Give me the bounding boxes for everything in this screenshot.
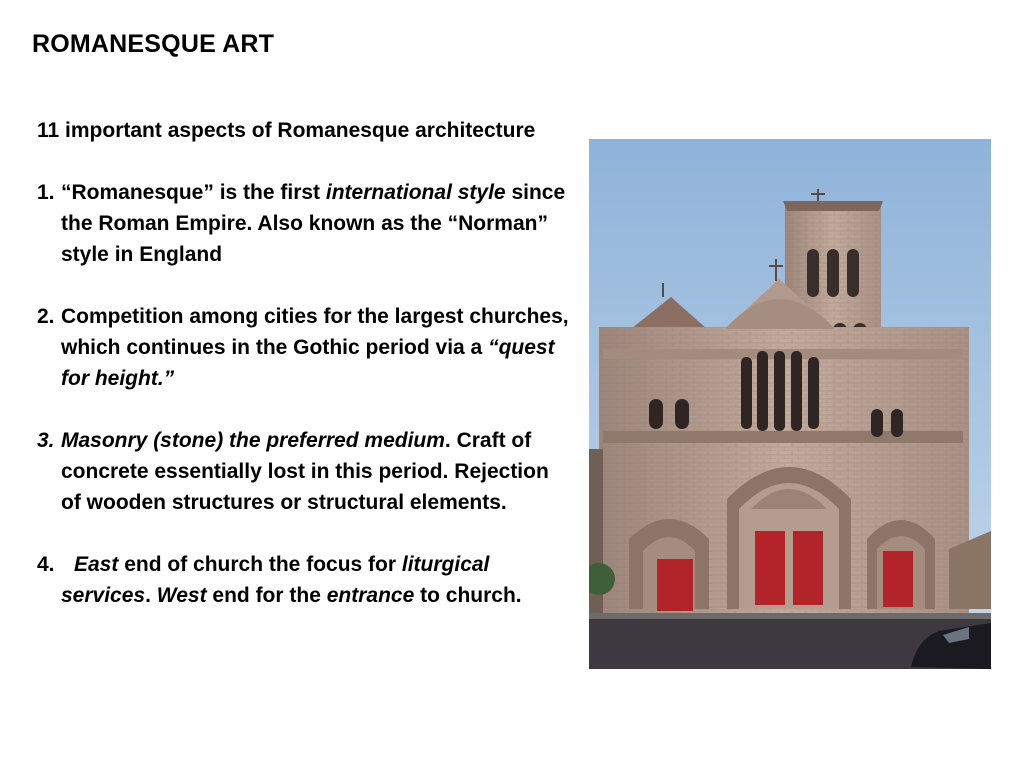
list-number: 1. [37, 181, 55, 204]
intro-text [37, 115, 572, 146]
item-text: to church. [414, 584, 522, 607]
text-content [37, 115, 572, 611]
item-emphasis: entrance [326, 584, 415, 607]
door-center-left [755, 531, 785, 605]
door-right [883, 551, 913, 607]
item-text: . Craft of concrete essentially lost in this period. Rejection of wooden structures or structural elements. [61, 429, 549, 514]
item-emphasis: liturgical services [61, 553, 490, 607]
item-emphasis: international style [325, 181, 506, 204]
item-emphasis: West [156, 584, 207, 607]
item-text: since the Roman Empire. Also known as the “Norman” style in England [61, 181, 566, 266]
list-item [37, 549, 572, 611]
item-emphasis: Masonry (stone) the preferred medium [61, 429, 445, 452]
slide-title: ROMANESQUE ART [32, 30, 275, 58]
door-left [657, 559, 693, 611]
item-emphasis: East [74, 553, 119, 576]
list-item [37, 301, 572, 394]
item-emphasis: “quest for height.” [61, 336, 555, 390]
item-text: “Romanesque” is the first [61, 181, 326, 204]
item-text: Competition among cities for the largest churches, which continues in the Gothic period via a [61, 305, 569, 359]
door-center-right [793, 531, 823, 605]
intro-label: 11 important aspects of Romanesque architecture [37, 119, 536, 142]
church-photo [589, 139, 991, 669]
list-number: 4. [37, 553, 55, 576]
list-number: 3. [37, 429, 55, 452]
list-number: 2. [37, 305, 55, 328]
item-text: . [145, 584, 157, 607]
list-item [37, 177, 572, 270]
item-text: end of church the focus for [118, 553, 402, 576]
list-item [37, 425, 572, 518]
item-text: end for the [206, 584, 327, 607]
